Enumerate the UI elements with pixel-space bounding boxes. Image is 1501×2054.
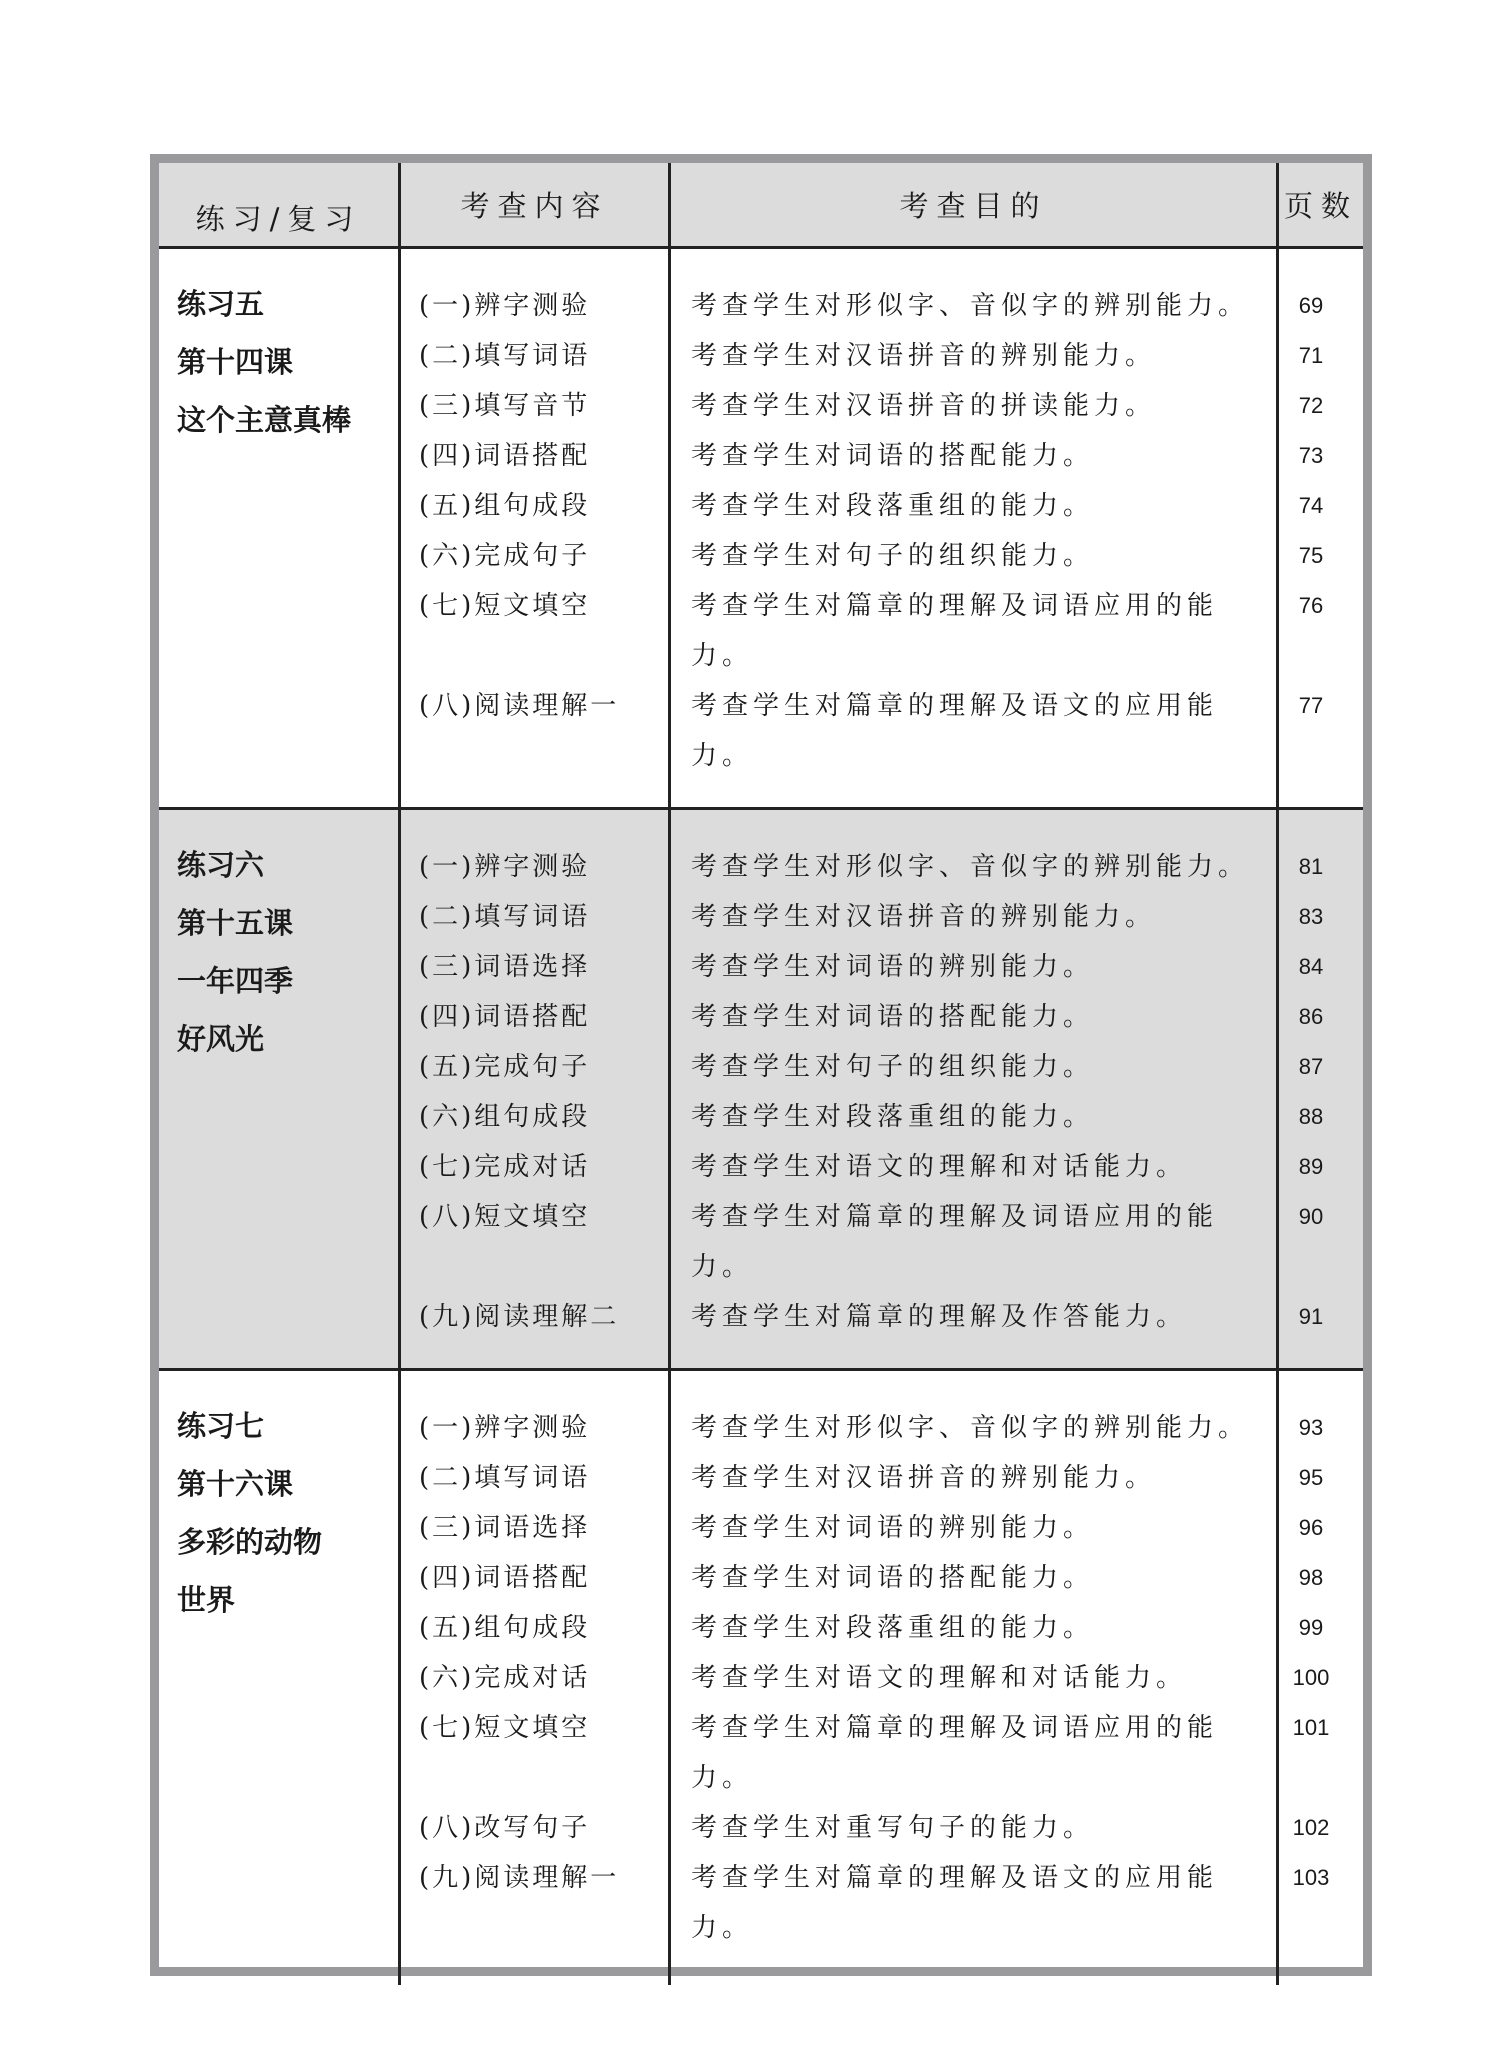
content-cell: (八)阅读理解一 bbox=[419, 691, 620, 721]
purpose-cell: 考查学生对形似字、音似字的辨别能力。 bbox=[691, 291, 1250, 321]
page-cell: 75 bbox=[1298, 543, 1324, 568]
purpose-cell: 考查学生对篇章的理解及语文的应用能力。 bbox=[691, 691, 1219, 771]
section-title-line: 好风光 bbox=[177, 1022, 265, 1056]
page-cell: 93 bbox=[1298, 1415, 1324, 1440]
purpose-column bbox=[671, 249, 1279, 807]
purpose-column bbox=[671, 810, 1279, 1368]
page-cell: 90 bbox=[1298, 1204, 1324, 1229]
section-title-line: 练习五 bbox=[177, 287, 265, 321]
content-cell: (六)组句成段 bbox=[419, 1102, 591, 1132]
section-title-line: 一年四季 bbox=[177, 964, 294, 998]
header-purpose: 考查目的 bbox=[671, 163, 1279, 246]
content-cell: (六)完成句子 bbox=[419, 541, 591, 571]
content-cell: (二)填写词语 bbox=[419, 341, 591, 371]
page-cell: 95 bbox=[1298, 1465, 1324, 1490]
purpose-cell: 考查学生对汉语拼音的辨别能力。 bbox=[691, 341, 1157, 371]
section-title-line: 世界 bbox=[177, 1583, 236, 1617]
purpose-cell: 考查学生对重写句子的能力。 bbox=[691, 1813, 1095, 1843]
content-cell: (三)词语选择 bbox=[419, 1513, 591, 1543]
page-cell: 102 bbox=[1292, 1815, 1330, 1840]
purpose-cell: 考查学生对篇章的理解及作答能力。 bbox=[691, 1302, 1188, 1332]
content-cell: (四)词语搭配 bbox=[419, 1002, 591, 1032]
content-column bbox=[401, 1371, 671, 1985]
purpose-cell: 考查学生对汉语拼音的辨别能力。 bbox=[691, 902, 1157, 932]
content-cell: (四)词语搭配 bbox=[419, 441, 591, 471]
content-cell: (六)完成对话 bbox=[419, 1663, 591, 1693]
purpose-cell: 考查学生对段落重组的能力。 bbox=[691, 491, 1095, 521]
header-content: 考查内容 bbox=[401, 163, 671, 246]
page-column bbox=[1279, 810, 1363, 1368]
section bbox=[159, 249, 1363, 810]
purpose-cell: 考查学生对汉语拼音的辨别能力。 bbox=[691, 1463, 1157, 1493]
purpose-cell: 考查学生对词语的搭配能力。 bbox=[691, 1002, 1095, 1032]
content-cell: (二)填写词语 bbox=[419, 1463, 591, 1493]
content-cell: (五)组句成段 bbox=[419, 1613, 591, 1643]
purpose-cell: 考查学生对段落重组的能力。 bbox=[691, 1102, 1095, 1132]
content-cell: (七)短文填空 bbox=[419, 1713, 591, 1743]
content-cell: (五)完成句子 bbox=[419, 1052, 591, 1082]
page-cell: 81 bbox=[1298, 854, 1324, 879]
purpose-cell: 考查学生对篇章的理解及词语应用的能力。 bbox=[691, 591, 1219, 671]
page-cell: 73 bbox=[1298, 443, 1324, 468]
page-cell: 98 bbox=[1298, 1565, 1324, 1590]
section-title-line: 第十四课 bbox=[177, 345, 294, 379]
section-title bbox=[159, 1371, 401, 1985]
table-header bbox=[159, 163, 1363, 249]
page-column bbox=[1279, 1371, 1363, 1985]
purpose-cell: 考查学生对段落重组的能力。 bbox=[691, 1613, 1095, 1643]
content-cell: (四)词语搭配 bbox=[419, 1563, 591, 1593]
page-cell: 69 bbox=[1298, 293, 1324, 318]
purpose-cell: 考查学生对篇章的理解及语文的应用能力。 bbox=[691, 1863, 1219, 1943]
section-title-line: 第十五课 bbox=[177, 906, 294, 940]
purpose-cell: 考查学生对词语的搭配能力。 bbox=[691, 1563, 1095, 1593]
page-cell: 71 bbox=[1298, 343, 1324, 368]
section-title-line: 练习七 bbox=[177, 1409, 265, 1443]
content-cell: (七)完成对话 bbox=[419, 1152, 591, 1182]
section-title-line: 练习六 bbox=[177, 848, 265, 882]
content-cell: (二)填写词语 bbox=[419, 902, 591, 932]
content-cell: (一)辨字测验 bbox=[419, 291, 591, 321]
purpose-cell: 考查学生对篇章的理解及词语应用的能力。 bbox=[691, 1713, 1219, 1793]
page-cell: 91 bbox=[1298, 1304, 1324, 1329]
page-cell: 99 bbox=[1298, 1615, 1324, 1640]
page-cell: 77 bbox=[1298, 693, 1324, 718]
page-cell: 76 bbox=[1298, 593, 1324, 618]
page-cell: 88 bbox=[1298, 1104, 1324, 1129]
purpose-cell: 考查学生对句子的组织能力。 bbox=[691, 541, 1095, 571]
page-cell: 100 bbox=[1292, 1665, 1330, 1690]
header-exercise: 练习/复习 bbox=[159, 163, 401, 246]
page-cell: 86 bbox=[1298, 1004, 1324, 1029]
content-cell: (七)短文填空 bbox=[419, 591, 591, 621]
page-cell: 84 bbox=[1298, 954, 1324, 979]
content-column bbox=[401, 249, 671, 807]
page-cell: 89 bbox=[1298, 1154, 1324, 1179]
section bbox=[159, 1371, 1363, 1985]
page-cell: 74 bbox=[1298, 493, 1324, 518]
purpose-cell: 考查学生对形似字、音似字的辨别能力。 bbox=[691, 1413, 1250, 1443]
content-cell: (九)阅读理解一 bbox=[419, 1863, 620, 1893]
page-cell: 101 bbox=[1292, 1715, 1330, 1740]
purpose-cell: 考查学生对词语的辨别能力。 bbox=[691, 1513, 1095, 1543]
purpose-cell: 考查学生对词语的辨别能力。 bbox=[691, 952, 1095, 982]
content-cell: (八)短文填空 bbox=[419, 1202, 591, 1232]
content-cell: (五)组句成段 bbox=[419, 491, 591, 521]
content-cell: (八)改写句子 bbox=[419, 1813, 591, 1843]
section-title-line: 多彩的动物 bbox=[177, 1525, 323, 1559]
section-title-line: 这个主意真棒 bbox=[177, 403, 352, 437]
purpose-cell: 考查学生对句子的组织能力。 bbox=[691, 1052, 1095, 1082]
page-column bbox=[1279, 249, 1363, 807]
section-title bbox=[159, 810, 401, 1368]
purpose-column bbox=[671, 1371, 1279, 1985]
purpose-cell: 考查学生对形似字、音似字的辨别能力。 bbox=[691, 852, 1250, 882]
purpose-cell: 考查学生对篇章的理解及词语应用的能力。 bbox=[691, 1202, 1219, 1282]
exercise-table bbox=[150, 154, 1372, 1976]
content-cell: (一)辨字测验 bbox=[419, 852, 591, 882]
purpose-cell: 考查学生对语文的理解和对话能力。 bbox=[691, 1152, 1188, 1182]
header-pages: 页数 bbox=[1283, 189, 1358, 223]
purpose-cell: 考查学生对语文的理解和对话能力。 bbox=[691, 1663, 1188, 1693]
content-cell: (一)辨字测验 bbox=[419, 1413, 591, 1443]
purpose-cell: 考查学生对词语的搭配能力。 bbox=[691, 441, 1095, 471]
content-cell: (三)词语选择 bbox=[419, 952, 591, 982]
section-title bbox=[159, 249, 401, 807]
section-title-line: 第十六课 bbox=[177, 1467, 294, 1501]
page-cell: 83 bbox=[1298, 904, 1324, 929]
content-column bbox=[401, 810, 671, 1368]
content-cell: (三)填写音节 bbox=[419, 391, 591, 421]
page-cell: 87 bbox=[1298, 1054, 1324, 1079]
content-cell: (九)阅读理解二 bbox=[419, 1302, 620, 1332]
page-cell: 96 bbox=[1298, 1515, 1324, 1540]
page-cell: 103 bbox=[1292, 1865, 1330, 1890]
purpose-cell: 考查学生对汉语拼音的拼读能力。 bbox=[691, 391, 1157, 421]
section bbox=[159, 810, 1363, 1371]
page-cell: 72 bbox=[1298, 393, 1324, 418]
